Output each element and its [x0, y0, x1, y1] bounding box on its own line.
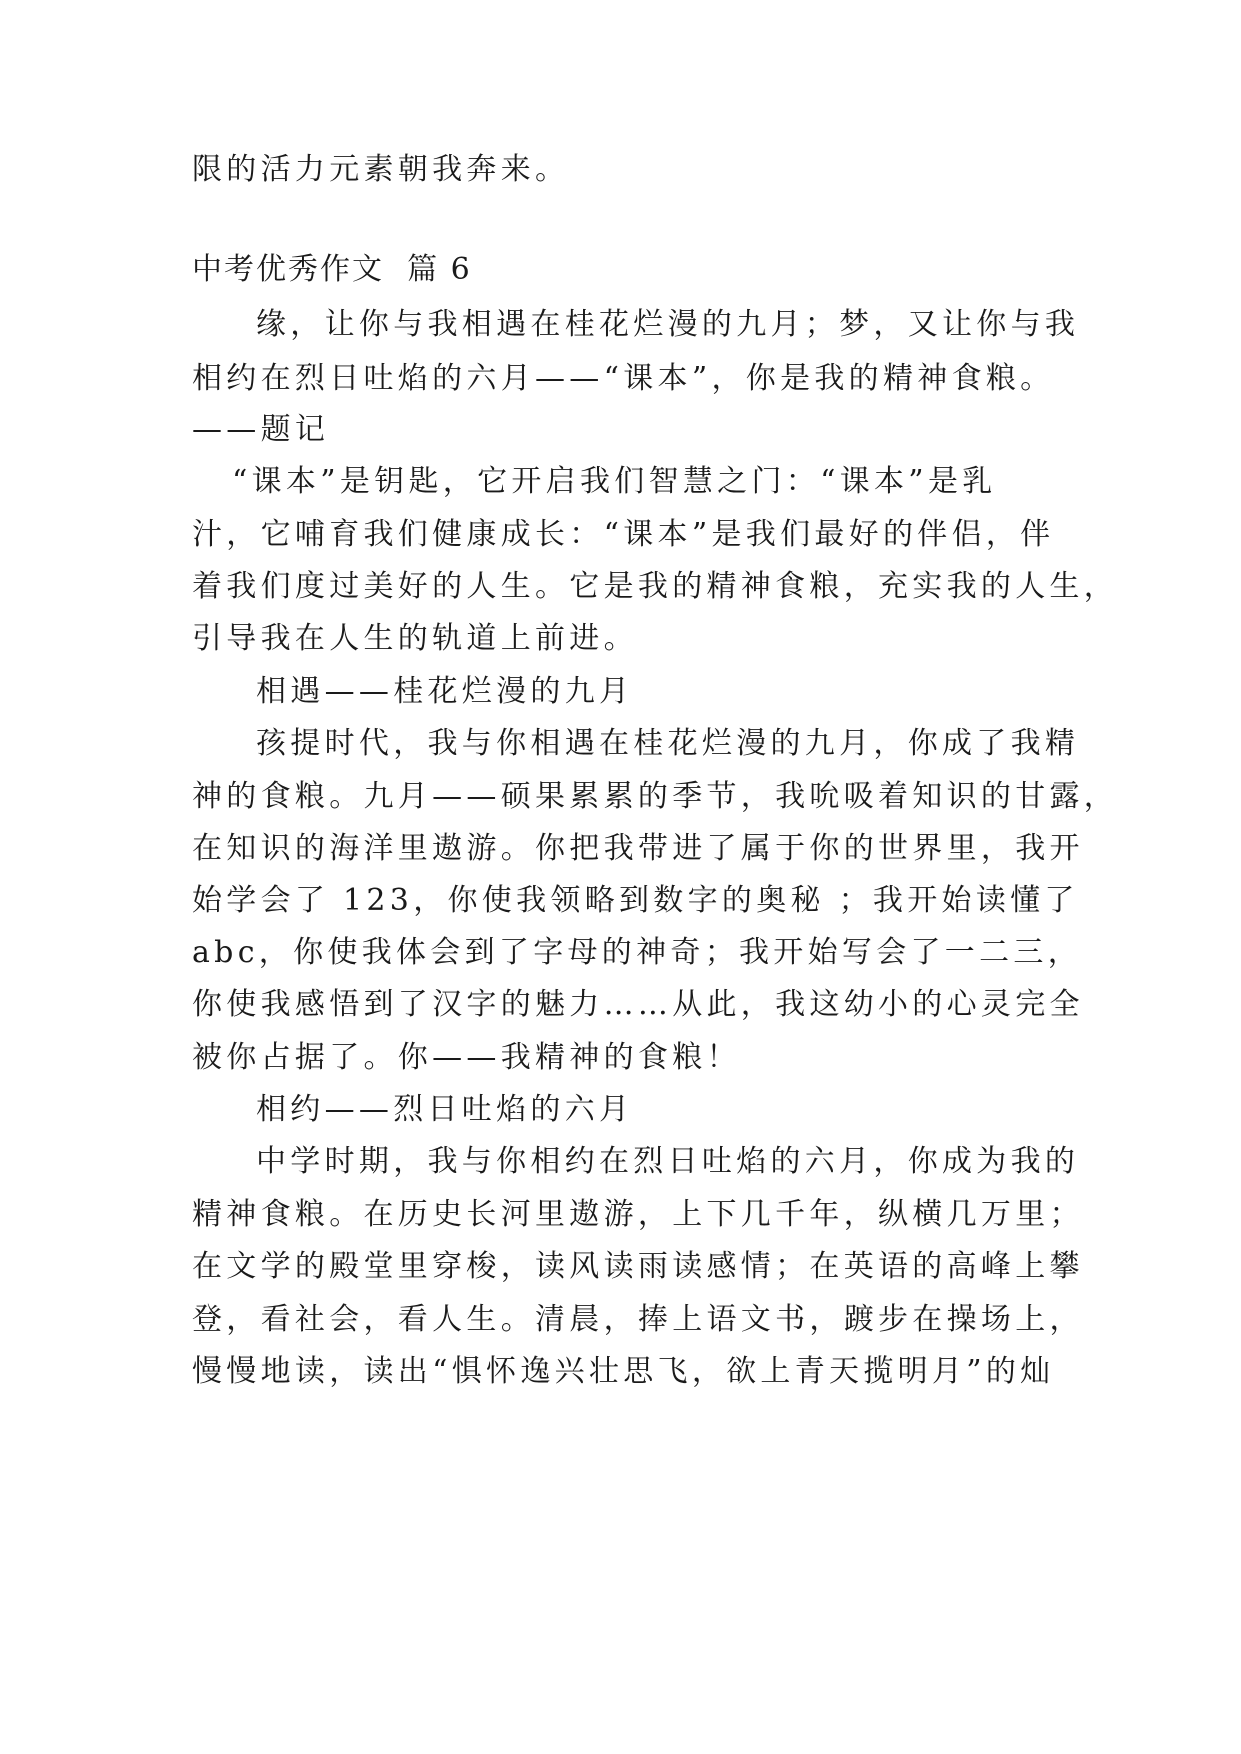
- paragraph-line: 始学会了 123，你使我领略到数字的奥秘 ；我开始读懂了: [192, 883, 1079, 918]
- paragraph-line: 引导我在人生的轨道上前进。: [192, 621, 638, 656]
- subheading: 相约——烈日吐焰的六月: [256, 1092, 634, 1127]
- paragraph-line: 精神食粮。在历史长河里遨游，上下几千年，纵横几万里；: [192, 1197, 1084, 1232]
- paragraph-line: 神的食粮。九月——硕果累累的季节，我吮吸着知识的甘露，: [192, 779, 1119, 814]
- subheading: 相遇——桂花烂漫的九月: [256, 674, 634, 709]
- paragraph-line: 汁，它哺育我们健康成长：“课本”是我们最好的伴侣，伴: [192, 517, 1055, 552]
- paragraph-line: 相约在烈日吐焰的六月——“课本”，你是我的精神食粮。: [192, 361, 1055, 396]
- paragraph-line: 你使我感悟到了汉字的魅力……从此，我这幼小的心灵完全: [192, 987, 1084, 1022]
- paragraph-line: 慢慢地读，读出“惧怀逸兴壮思飞，欲上青天揽明月”的灿: [192, 1354, 1055, 1389]
- continuation-text: 限的活力元素朝我奔来。: [192, 152, 570, 187]
- paragraph-line: “课本”是钥匙，它开启我们智慧之门：“课本”是乳: [232, 464, 997, 499]
- paragraph-line: 中学时期，我与你相约在烈日吐焰的六月，你成为我的: [256, 1144, 1080, 1179]
- paragraph-line: 在文学的殿堂里穿梭，读风读雨读感情；在英语的高峰上攀: [192, 1249, 1084, 1284]
- paragraph-line: 孩提时代，我与你相遇在桂花烂漫的九月，你成了我精: [256, 726, 1080, 761]
- paragraph-line: ——题记: [192, 412, 330, 447]
- paragraph-line: abc，你使我体会到了字母的神奇；我开始写会了一二三，: [192, 935, 1082, 970]
- paragraph-line: 着我们度过美好的人生。它是我的精神食粮，充实我的人生，: [192, 569, 1119, 604]
- section-title: 中考优秀作文 篇 6: [192, 252, 472, 287]
- paragraph-line: 在知识的海洋里遨游。你把我带进了属于你的世界里，我开: [192, 831, 1084, 866]
- paragraph-line: 缘，让你与我相遇在桂花烂漫的九月；梦，又让你与我: [256, 307, 1080, 342]
- paragraph-line: 登，看社会，看人生。清晨，捧上语文书，踱步在操场上，: [192, 1302, 1084, 1337]
- paragraph-line: 被你占据了。你——我精神的食粮！: [192, 1040, 741, 1075]
